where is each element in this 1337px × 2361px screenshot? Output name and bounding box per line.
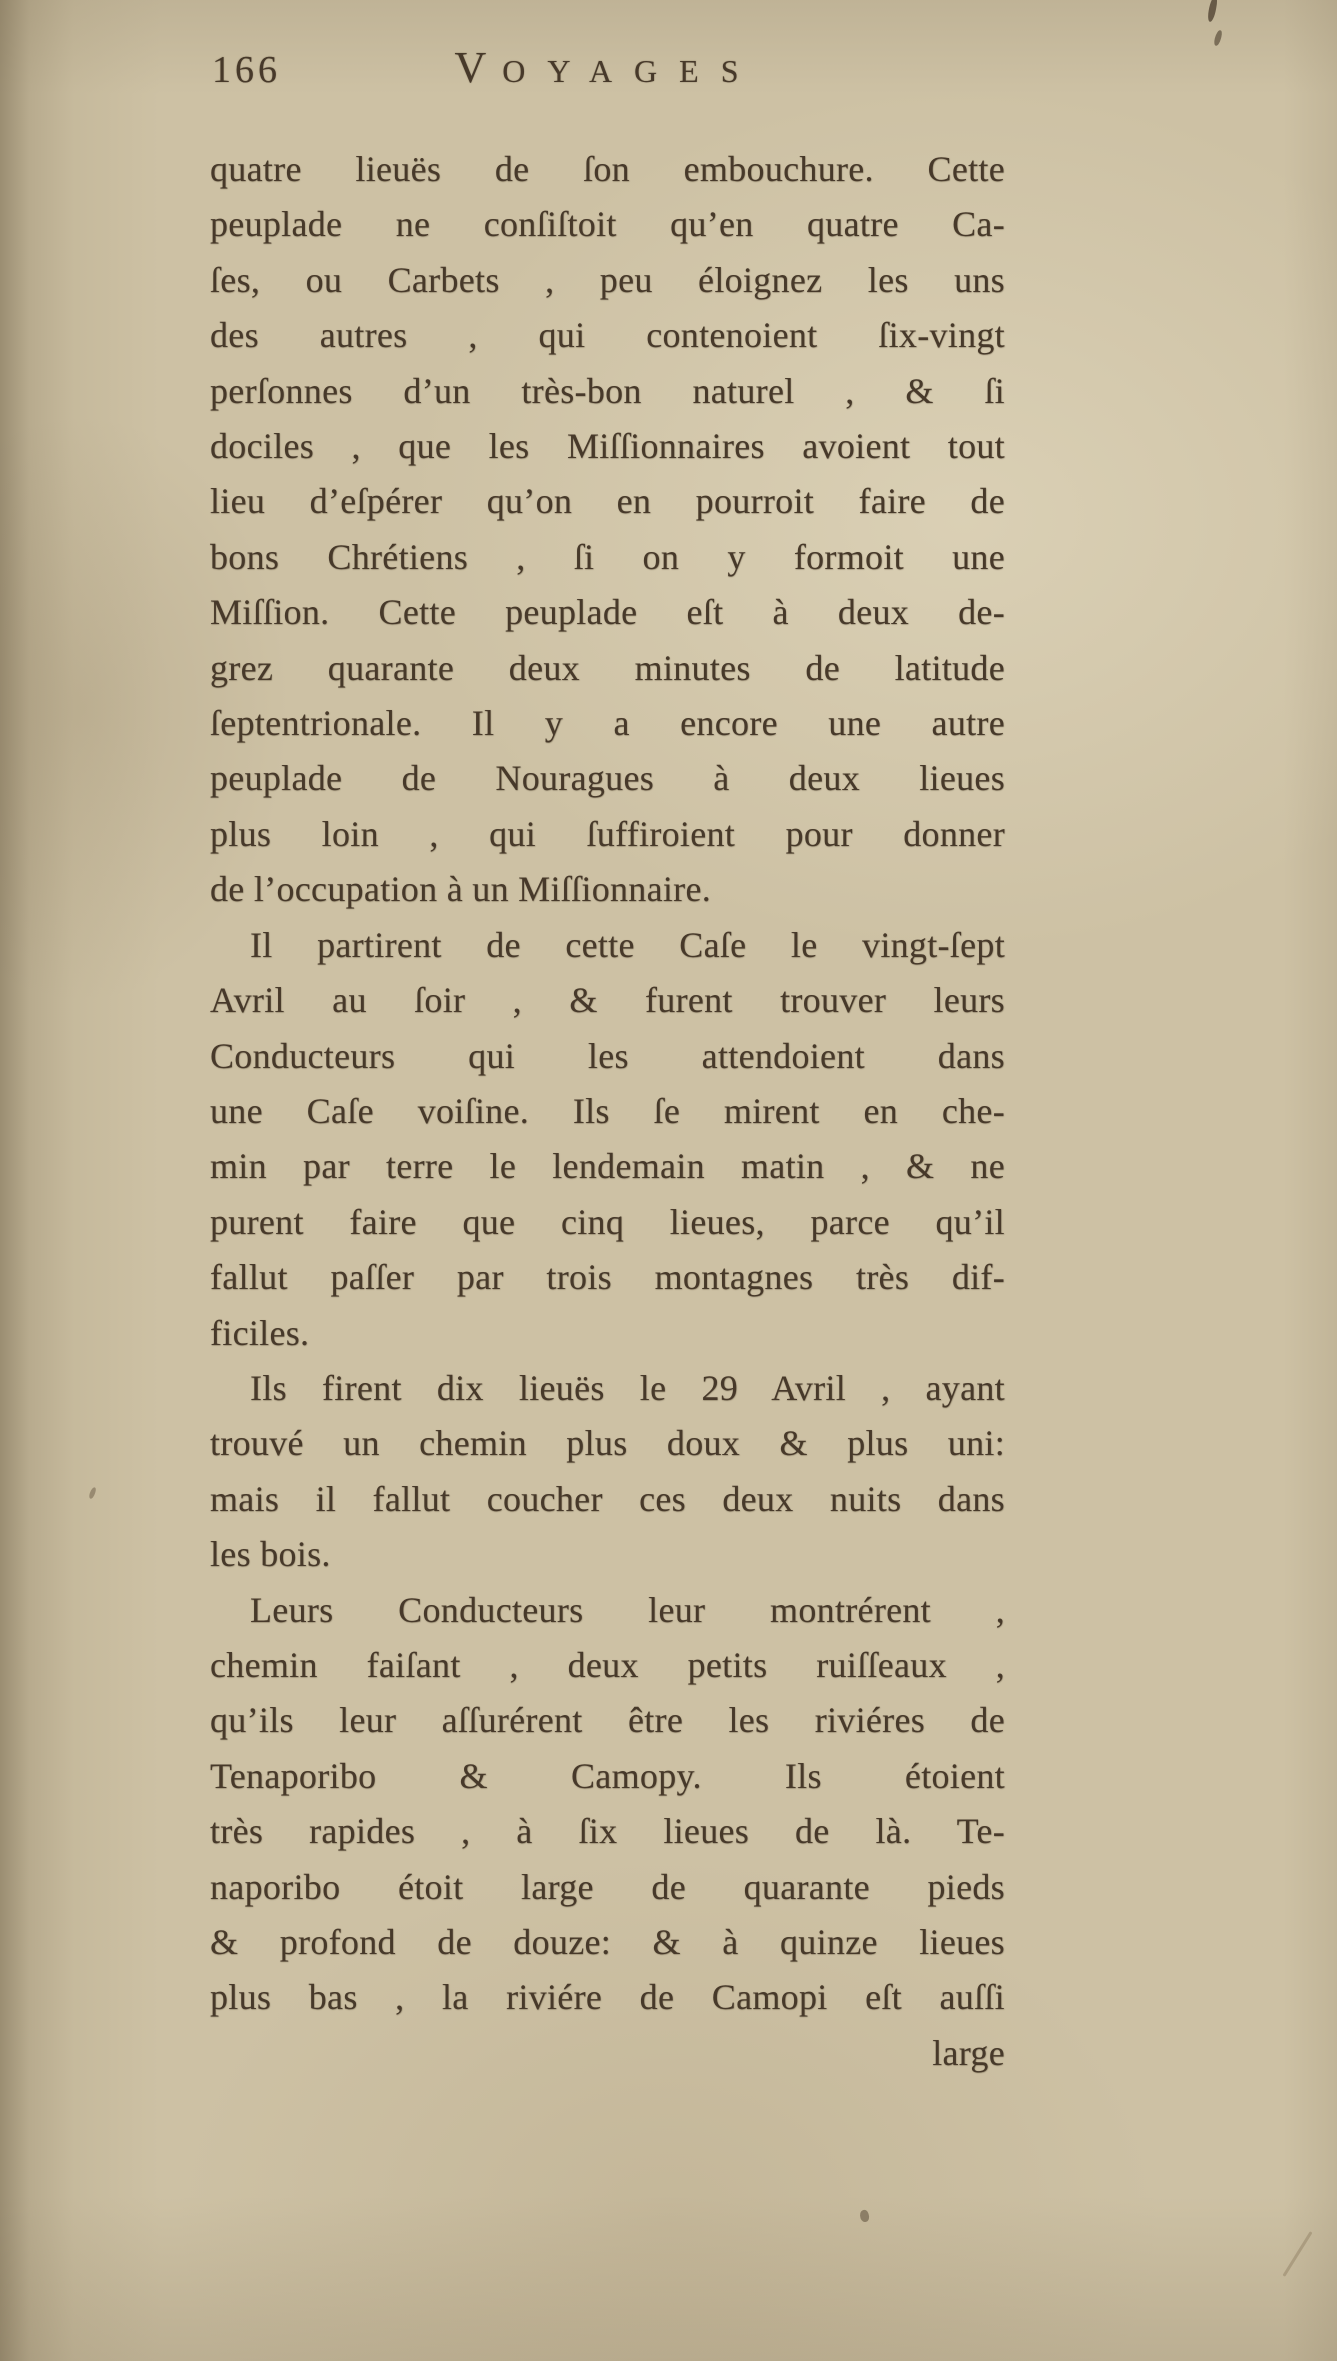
- text-line: qu’ils leur aſſurérent être les riviéres de: [210, 1700, 1005, 1741]
- running-title-initial: V: [454, 43, 487, 92]
- text-line: Leurs Conducteurs leur montrérent ,: [250, 1589, 1005, 1630]
- text-line: peuplade de Nouragues à deux lieues: [210, 758, 1005, 799]
- text-line: fallut paſſer par trois montagnes très dif-: [210, 1257, 1005, 1298]
- text-line: Il partirent de cette Caſe le vingt-ſept: [250, 924, 1005, 965]
- text-line: bons Chrétiens , ſi on y formoit une: [210, 536, 1005, 577]
- text-line: Avril au ſoir , & furent trouver leurs: [210, 980, 1005, 1021]
- text-line: Conducteurs qui les attendoient dans: [210, 1035, 1005, 1076]
- text-line: de l’occupation à un Miſſionnaire.: [210, 869, 712, 910]
- text-line: plus loin , qui ſuffiroient pour donner: [210, 813, 1005, 854]
- ink-speck-top-right-2: [1213, 30, 1223, 47]
- text-line: min par terre le lendemain matin , & ne: [210, 1146, 1005, 1187]
- scratch-mark-bottom-right: [1282, 2231, 1312, 2277]
- text-line: Ils firent dix lieuës le 29 Avril , ayant: [250, 1367, 1005, 1408]
- text-line: naporibo étoit large de quarante pieds: [210, 1866, 1005, 1907]
- text-line: purent faire que cinq lieues, parce qu’il: [210, 1201, 1005, 1242]
- ink-speck-top-right-1: [1207, 0, 1218, 22]
- text-block: [210, 142, 1005, 2081]
- text-line: perſonnes d’un très-bon naturel , & ſi: [210, 370, 1005, 411]
- page-number: 166: [212, 49, 281, 91]
- text-line: les bois.: [210, 1534, 331, 1575]
- ink-speck-bottom-center: [858, 2209, 871, 2223]
- text-line: grez quarante deux minutes de latitude: [210, 647, 1005, 688]
- text-line: ficiles.: [210, 1312, 310, 1353]
- running-title-rest: OYAGES: [502, 53, 761, 89]
- text-line: dociles , que les Miſſionnaires avoient tout: [210, 426, 1005, 467]
- text-line: une Caſe voiſine. Ils ſe mirent en che-: [210, 1090, 1005, 1131]
- text-line: plus bas , la riviére de Camopi eſt auſſi: [210, 1977, 1005, 2018]
- text-line: très rapides , à ſix lieues de là. Te-: [210, 1811, 1005, 1852]
- text-line: Tenaporibo & Camopy. Ils étoient: [210, 1755, 1005, 1796]
- text-line: Miſſion. Cette peuplade eſt à deux de-: [210, 592, 1005, 633]
- ink-speck-left-margin: [88, 1487, 96, 1500]
- running-title: [210, 42, 1005, 93]
- text-line: quatre lieuës de ſon embouchure. Cette: [210, 149, 1005, 189]
- text-line: lieu d’eſpérer qu’on en pourroit faire de: [210, 481, 1005, 522]
- text-line: ſeptentrionale. Il y a encore une autre: [210, 703, 1005, 744]
- text-line: ſes, ou Carbets , peu éloignez les uns: [210, 259, 1005, 300]
- text-line: trouvé un chemin plus doux & plus uni:: [210, 1423, 1005, 1464]
- text-line: & profond de douze: & à quinze lieues: [210, 1922, 1005, 1962]
- catchword: large: [932, 2032, 1005, 2073]
- text-line: peuplade ne conſiſtoit qu’en quatre Ca-: [210, 204, 1005, 245]
- text-line: chemin faiſant , deux petits ruiſſeaux ,: [210, 1644, 1005, 1685]
- text-line: des autres , qui contenoient ſix-vingt: [210, 315, 1005, 356]
- text-line: mais il fallut coucher ces deux nuits dans: [210, 1478, 1005, 1519]
- page-header: [210, 42, 1005, 102]
